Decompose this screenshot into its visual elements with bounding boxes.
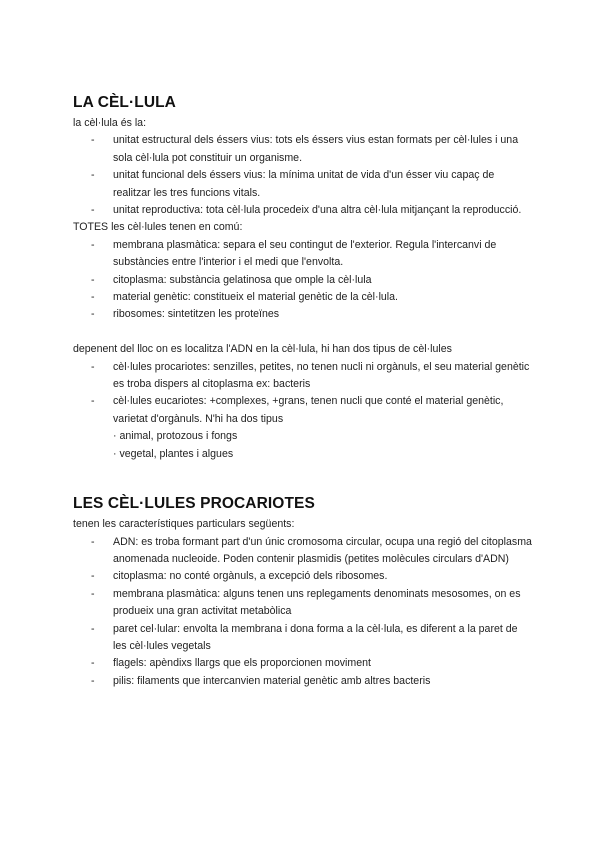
section-title-prokaryotes: LES CÈL·LULES PROCARIOTES [73, 495, 315, 513]
eukaryote-subtype-animal: · animal, protozous i fongs [113, 430, 238, 443]
prokaryotes-intro: tenen les característiques particulars següents: [73, 518, 295, 531]
document-content [73, 93, 533, 690]
list-item: - ADN: es troba formant part d'un únic cromosoma circular, ocupa una regió del citoplasma anomenada nucleoide. Poden contenir plasmidis (petites molècules circulars d'ADN) [113, 534, 533, 569]
list-item: - unitat reproductiva: tota cèl·lula procedeix d'una altra cèl·lula mitjançant la reproducció. [113, 202, 533, 219]
blank-line [73, 324, 533, 341]
eukaryote-description: - cèl·lules eucariotes: +complexes, +grans, tenen nucli que conté el material genètic, varietat d'orgànuls. N'hi ha dos tipus [113, 395, 504, 425]
common-intro: TOTES les cèl·lules tenen en comú: [73, 221, 243, 234]
list-item: - material genètic: constitueix el material genètic de la cèl·lula. [113, 289, 533, 306]
list-item-prokaryote: - cèl·lules procariotes: senzilles, petites, no tenen nucli ni orgànuls, el seu material genètic es troba dispers al citoplasma ex: bacteris [113, 359, 533, 394]
cell-intro: la cèl·lula és la: [73, 117, 147, 129]
cell-types-intro: depenent del lloc on es localitza l'ADN en la cèl·lula, hi han dos tipus de cèl·lules [73, 343, 452, 356]
list-item-eukaryote [113, 393, 533, 463]
cell-definitions-list [73, 132, 533, 219]
list-item: - ribosomes: sintetitzen les proteïnes [113, 306, 533, 323]
list-item: - unitat estructural dels éssers vius: tots els éssers vius estan formats per cèl·lules i una sola cèl·lula pot constituir un organisme. [113, 132, 533, 167]
list-item: - flagels: apèndixs llargs que els proporcionen moviment [113, 655, 533, 672]
eukaryote-subtype-plant: · vegetal, plantes i algues [113, 447, 234, 460]
cell-types-list [73, 359, 533, 463]
list-item: - citoplasma: no conté orgànuls, a excepció dels ribosomes. [113, 568, 533, 585]
list-item: - citoplasma: substància gelatinosa que omple la cèl·lula [113, 272, 533, 289]
list-item: - paret cel·lular: envolta la membrana i dona forma a la cèl·lula, es diferent a la paret de les cèl·lules vegetals [113, 621, 533, 656]
list-item: - pilis: filaments que intercanvien material genètic amb altres bacteris [113, 673, 533, 690]
list-item: - membrana plasmàtica: separa el seu contingut de l'exterior. Regula l'intercanvi de substàncies entre l'interior i el medi que l'envolta. [113, 237, 533, 272]
common-features-list [73, 237, 533, 324]
prokaryote-features-list [73, 534, 533, 691]
list-item: - unitat funcional dels éssers vius: la mínima unitat de vida d'un ésser viu capaç de realitzar les tres funcions vitals. [113, 167, 533, 202]
list-item: - membrana plasmàtica: alguns tenen uns replegaments denominats mesosomes, on es produeix una gran activitat metabòlica [113, 586, 533, 621]
section-title-cell: LA CÈL·LULA [73, 94, 176, 111]
